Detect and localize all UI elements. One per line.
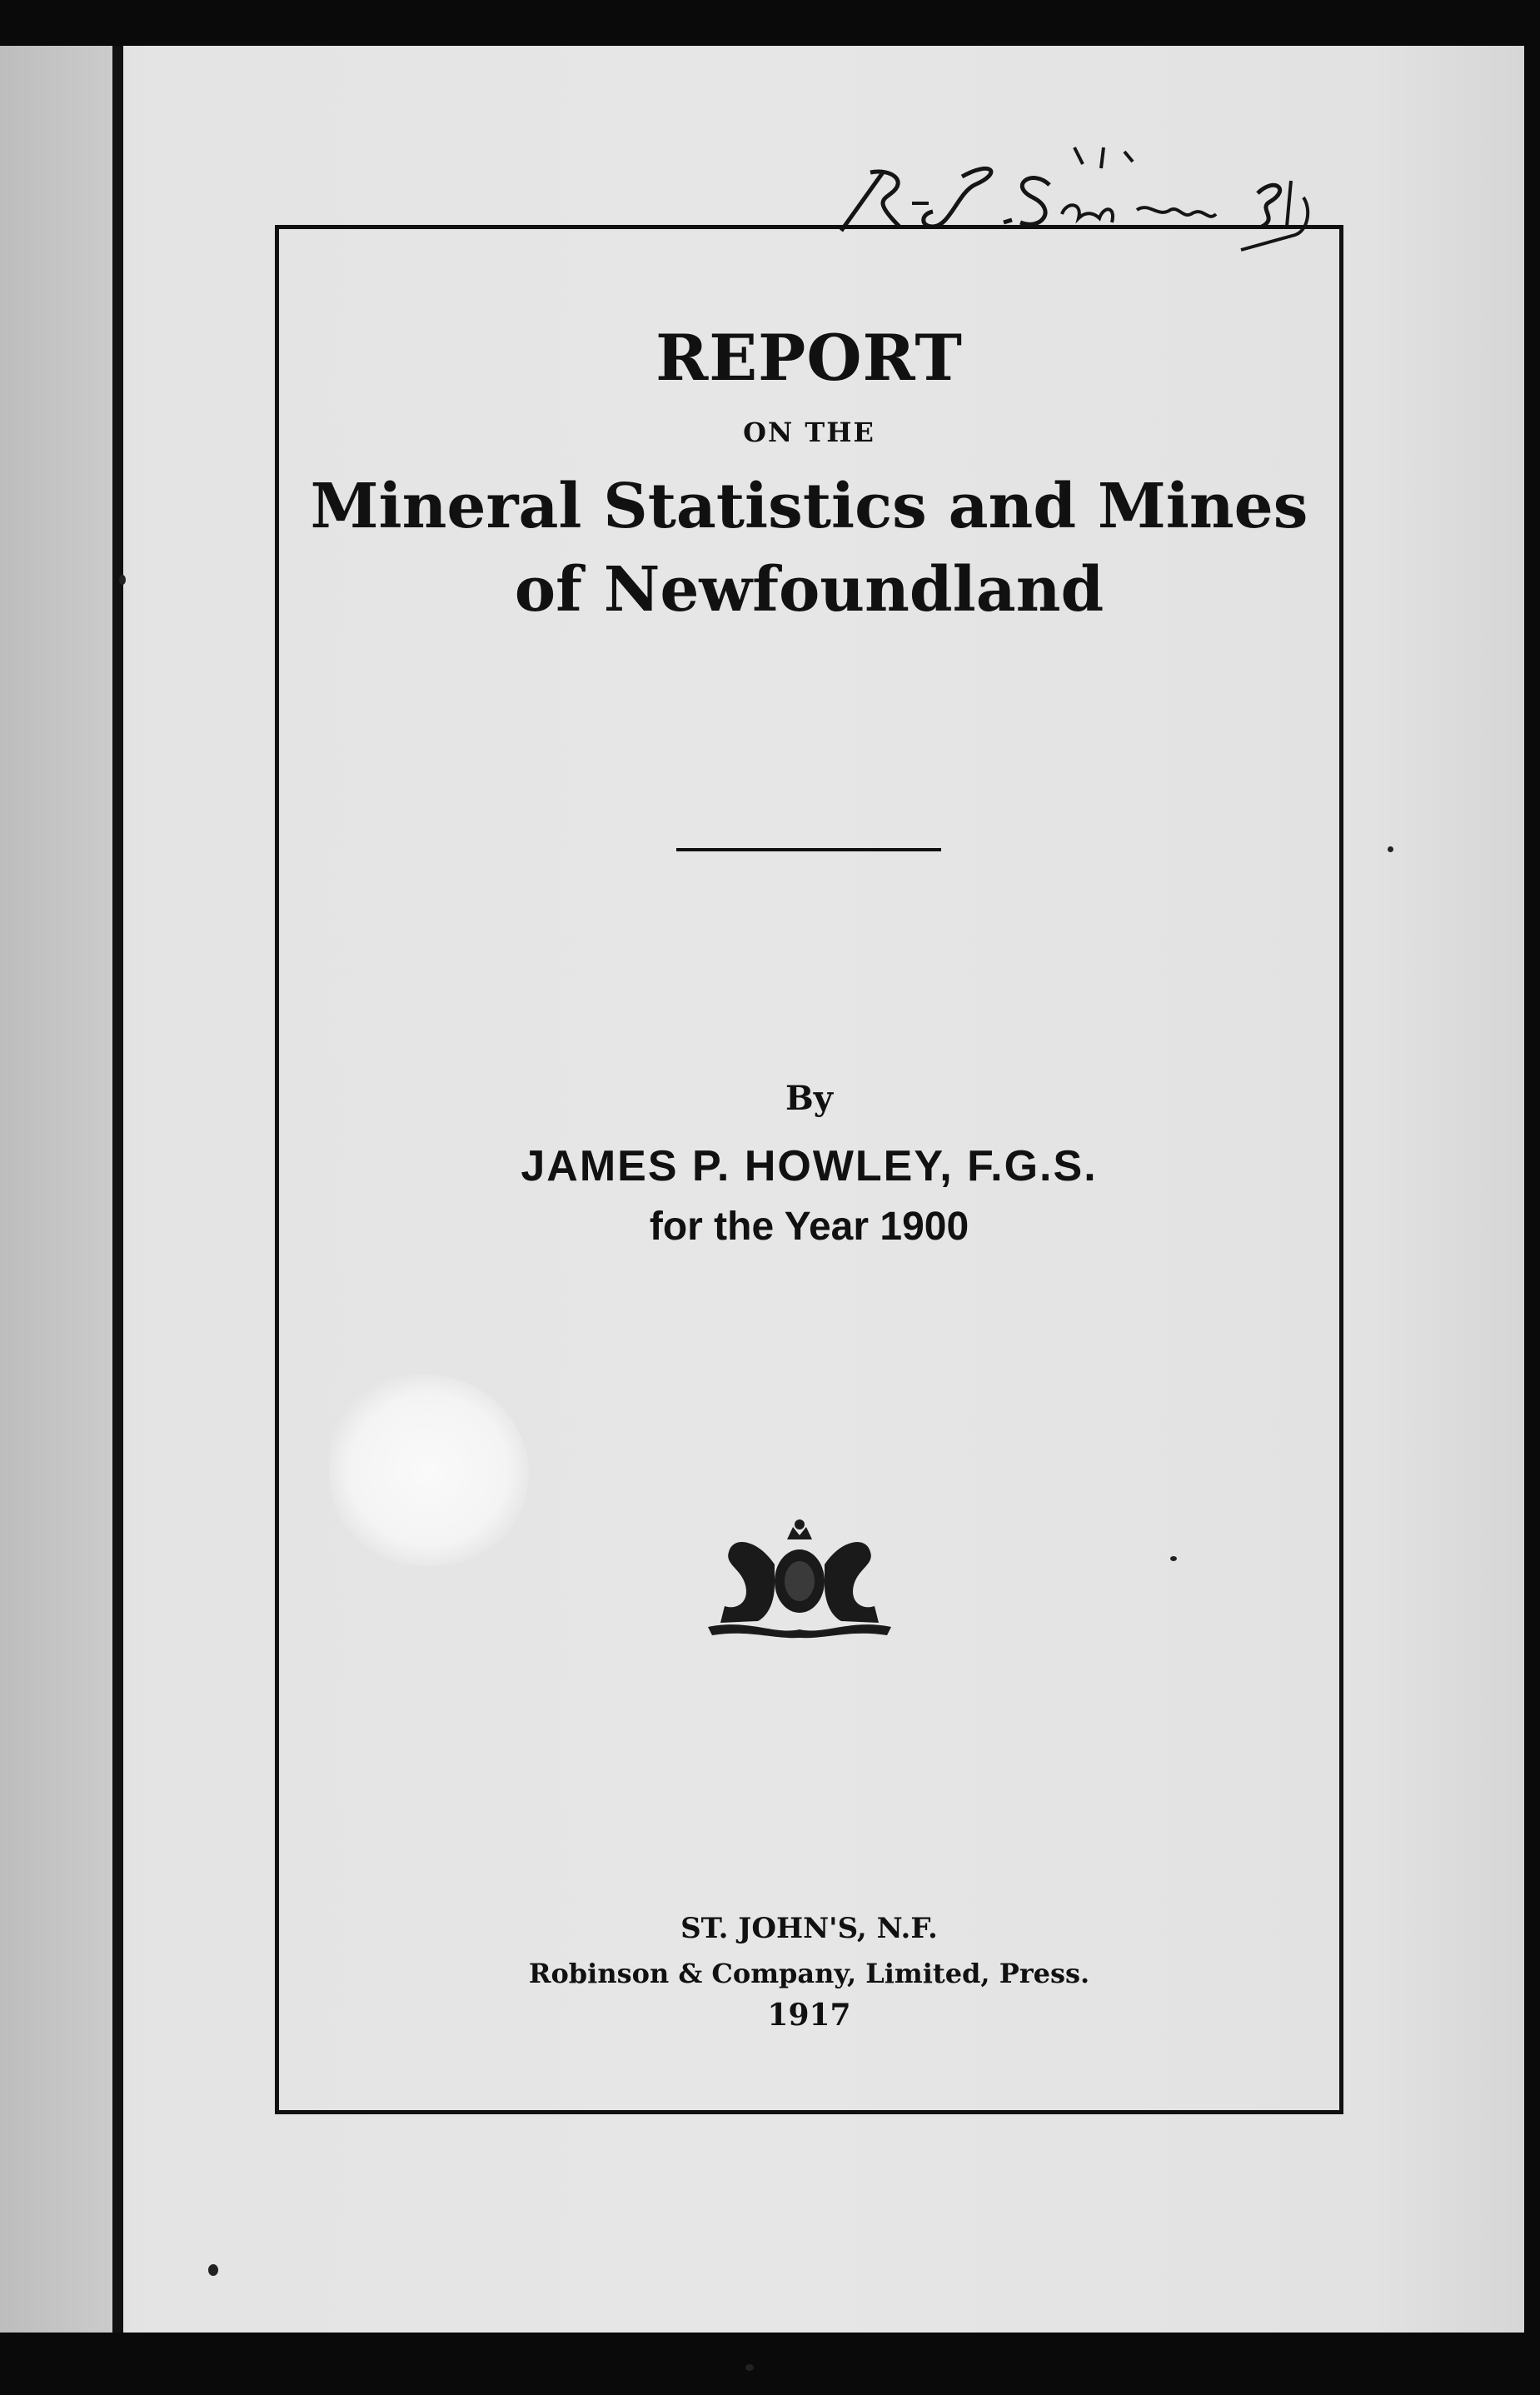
ink-speck [1388, 846, 1393, 852]
report-year-line: for the Year 1900 [649, 1205, 969, 1249]
imprint-city: ST. JOHN'S, N.F. [680, 1912, 938, 1945]
imprint-year: 1917 [767, 1998, 851, 2033]
by-label: By [785, 1079, 834, 1118]
ink-speck [208, 2264, 218, 2276]
imprint-press: Robinson & Company, Limited, Press. [528, 1958, 1090, 1989]
main-title-line-1: Mineral Statistics and Mines [310, 471, 1308, 542]
royal-coat-of-arms-icon [700, 1514, 900, 1639]
ink-speck [745, 2364, 754, 2371]
report-heading: REPORT [655, 321, 963, 395]
binding-edge [112, 46, 123, 2333]
horizontal-rule [676, 848, 941, 851]
gutter-shade [0, 46, 112, 2333]
author-name: JAMES P. HOWLEY, F.G.S. [521, 1142, 1098, 1190]
on-the-subheading: ON THE [743, 417, 875, 448]
ink-speck [1170, 1556, 1177, 1561]
main-title-line-2: of Newfoundland [514, 554, 1104, 626]
ink-speck [119, 575, 126, 585]
